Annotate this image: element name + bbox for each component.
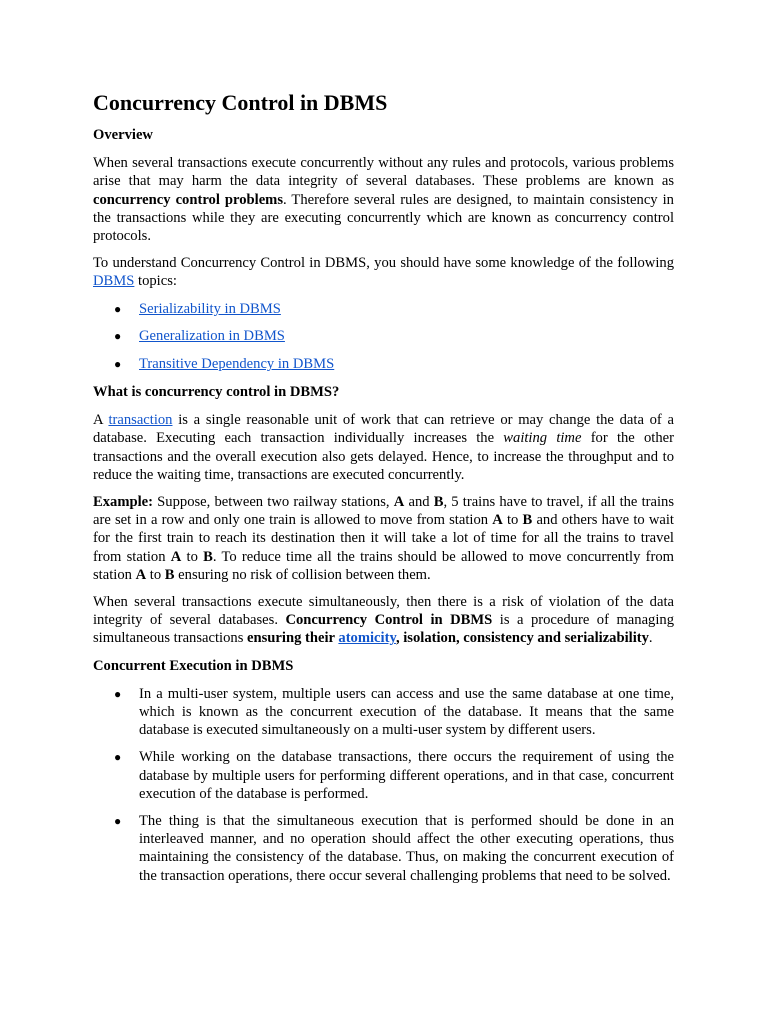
concurrency-definition-paragraph: When several transactions execute simultaneously, then there is a risk of violation of the data integrity of several databases. Concurrency Control in DBMS is a procedure of managing simultaneous transactions ensuring their atomicity, isolation, consistency and serializability. bbox=[93, 594, 675, 647]
dbms-link[interactable]: DBMS bbox=[93, 273, 135, 290]
page-title: Concurrency Control in DBMS bbox=[93, 90, 388, 115]
example-paragraph: Example: Suppose, between two railway stations, A and B, 5 trains have to travel, if all the trains are set in a row and only one train is allowed to move from station A to B and others have to wait for the first train to reach its destination then it will take a lot of time for all the trains to travel from station A to B. To reduce time all the trains should be allowed to move concurrently from station A to B ensuring no risk of collision between them. bbox=[93, 494, 675, 583]
generalization-link[interactable]: Generalization in DBMS bbox=[139, 328, 285, 345]
overview-paragraph-2: To understand Concurrency Control in DBMS, you should have some knowledge of the following DBMS topics: bbox=[93, 255, 674, 290]
transaction-link[interactable]: transaction bbox=[108, 412, 173, 429]
transitive-dependency-link[interactable]: Transitive Dependency in DBMS bbox=[139, 356, 335, 373]
transaction-paragraph: A transaction is a single reasonable unit of work that can retrieve or may change the data of a database. Executing each transaction individually increases the waiting time for the other transactions and the overall execution also gets delayed. Hence, to increase the throughput and to reduce the waiting time, transactions are executed concurrently. bbox=[93, 412, 674, 483]
concurrent-execution-heading: Concurrent Execution in DBMS bbox=[93, 657, 294, 674]
list-item bbox=[93, 300, 674, 318]
overview-paragraph-1: When several transactions execute concurrently without any rules and protocols, various problems arise that may harm the data integrity of several databases. These problems are known as concurrency control problems. Therefore several rules are designed, to maintain consistency in the transactions while they are executing concurrently which are known as concurrency control protocols. bbox=[93, 155, 674, 245]
list-item bbox=[93, 327, 674, 345]
list-item: ● The thing is that the simultaneous execution that is performed should be done in an interleaved manner, and no operation should affect the other executing operations, thus maintaining the consistency of the database. Thus, on making the concurrent execution of the transaction operations, there occur several challenging problems that need to be solved. bbox=[93, 812, 674, 885]
overview-heading: Overview bbox=[93, 127, 153, 143]
serializability-link[interactable]: Serializability in DBMS bbox=[139, 300, 281, 317]
concurrent-execution-list bbox=[93, 685, 674, 885]
list-item: ● While working on the database transactions, there occurs the requirement of using the database by multiple users for performing different operations, and in that case, concurrent execution of the database is performed. bbox=[93, 748, 674, 803]
list-item: ● In a multi-user system, multiple users can access and use the same database at one time, which is known as the concurrent execution of the database. It means that the same database is executed simultaneously on a multi-user system by different users. bbox=[93, 685, 674, 740]
topics-list bbox=[93, 300, 674, 374]
list-item bbox=[93, 355, 674, 373]
atomicity-link[interactable]: atomicity bbox=[338, 630, 396, 647]
what-is-heading: What is concurrency control in DBMS? bbox=[93, 384, 340, 401]
